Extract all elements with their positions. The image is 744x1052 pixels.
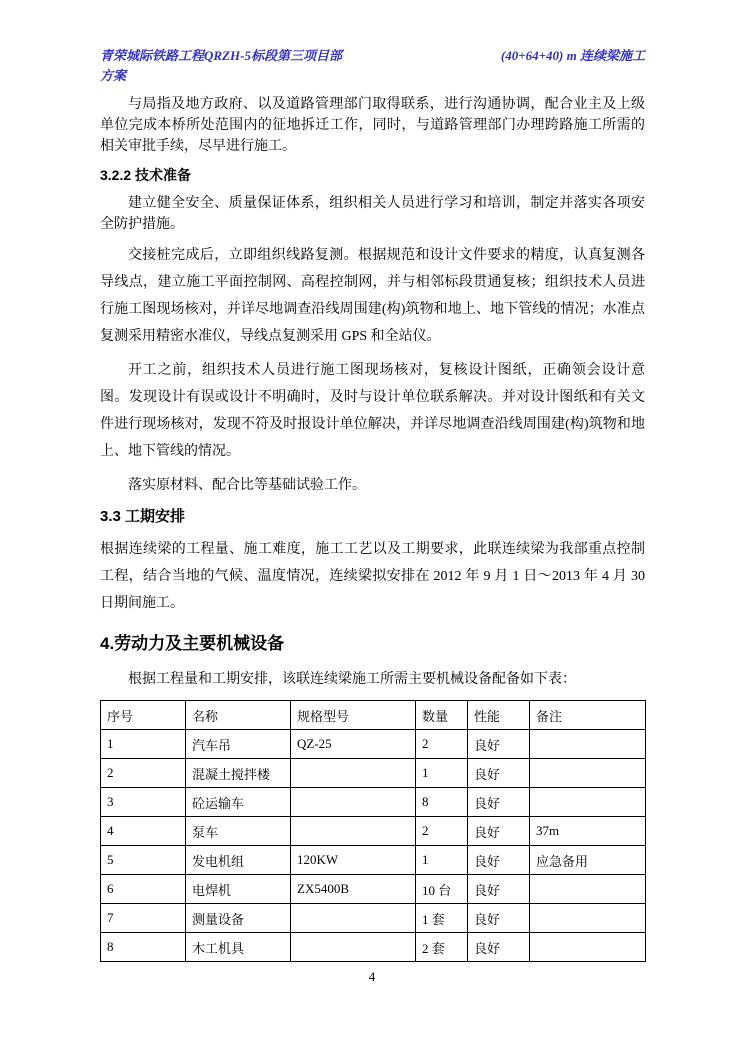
table-header-row (101, 701, 646, 730)
table-cell: 木工机具 (186, 933, 291, 962)
header-title-wrap: 方案 (100, 68, 127, 83)
table-header-spec: 规格型号 (291, 701, 416, 730)
table-cell: 2 (101, 759, 186, 788)
table-cell: 8 (416, 788, 468, 817)
table-cell: 应急备用 (530, 846, 646, 875)
table-header-remark: 备注 (530, 701, 646, 730)
table-cell: 8 (101, 933, 186, 962)
table-cell: 37m (530, 817, 646, 846)
table-cell: 1 (416, 846, 468, 875)
table-cell (530, 933, 646, 962)
heading-technical-preparation: 3.2.2 技术准备 (100, 167, 192, 183)
table-cell: 10 台 (416, 875, 468, 904)
table-cell: QZ-25 (291, 730, 416, 759)
table-header-quantity: 数量 (416, 701, 468, 730)
header-title-right: (40+64+40) m 连续梁施工 (500, 48, 645, 63)
paragraph-schedule: 根据连续梁的工程量、施工难度，施工工艺以及工期要求，此联连续梁为我部重点控制工程，结合当地的气候、温度情况，连续梁拟安排在 2012 年 9 月 1 日～2013 年 4 月 30 日期间施工。 (100, 542, 645, 611)
heading-schedule: 3.3 工期安排 (100, 508, 186, 525)
equipment-table (100, 700, 646, 962)
table-row (101, 933, 646, 962)
table-cell: 泵车 (186, 817, 291, 846)
table-cell (291, 933, 416, 962)
table-cell: 良好 (468, 904, 530, 933)
table-row (101, 904, 646, 933)
table-cell: 120KW (291, 846, 416, 875)
table-cell: 2 套 (416, 933, 468, 962)
page-number: 4 (368, 969, 376, 984)
header-title-left: 青荣城际铁路工程QRZH-5标段第三项目部 (100, 48, 342, 63)
table-cell: 良好 (468, 788, 530, 817)
table-cell (291, 759, 416, 788)
paragraph-coordination: 与局指及地方政府、以及道路管理部门取得联系，进行沟通协调，配合业主及上级单位完成本桥所处范围内的征地拆迁工作，同时，与道路管理部门办理跨路施工所需的相关审批手续，尽早进行施工。 (100, 97, 645, 154)
table-row (101, 817, 646, 846)
table-cell: 测量设备 (186, 904, 291, 933)
table-header-index: 序号 (101, 701, 186, 730)
table-cell: 砼运输车 (186, 788, 291, 817)
table-cell: 1 (416, 759, 468, 788)
table-cell: 良好 (468, 759, 530, 788)
paragraph-safety-system: 建立健全安全、质量保证体系，组织相关人员进行学习和培训，制定并落实各项安全防护措施。 (100, 196, 645, 232)
table-row (101, 759, 646, 788)
table-cell: 良好 (468, 730, 530, 759)
table-cell (530, 759, 646, 788)
paragraph-survey: 交接桩完成后，立即组织线路复测。根据规范和设计文件要求的精度，认真复测各导线点，建立施工平面控制网、高程控制网，并与相邻标段贯通复核；组织技术人员进行施工图现场核对，并详尽地调查沿线周围建(构)筑物和地上、地下管线的情况；水准点复测采用精密水准仪，导线点复测采用 GPS 和全站仪。 (100, 248, 645, 344)
table-header-condition: 性能 (468, 701, 530, 730)
table-row (101, 788, 646, 817)
paragraph-materials-test: 落实原材料、配合比等基础试验工作。 (128, 478, 366, 493)
table-cell: 良好 (468, 846, 530, 875)
table-cell (530, 730, 646, 759)
table-cell: 良好 (468, 817, 530, 846)
page-header (100, 46, 645, 86)
table-cell: 4 (101, 817, 186, 846)
table-row (101, 846, 646, 875)
table-cell: 1 (101, 730, 186, 759)
table-cell (530, 875, 646, 904)
table-cell (291, 904, 416, 933)
table-cell: 2 (416, 730, 468, 759)
table-row (101, 730, 646, 759)
table-cell: 1 套 (416, 904, 468, 933)
table-cell: 汽车吊 (186, 730, 291, 759)
table-cell (530, 788, 646, 817)
table-cell: 发电机组 (186, 846, 291, 875)
equipment-table-body (101, 730, 646, 962)
table-cell (291, 788, 416, 817)
table-cell: 混凝土搅拌楼 (186, 759, 291, 788)
table-cell (530, 904, 646, 933)
table-cell: 良好 (468, 875, 530, 904)
paragraph-design-check: 开工之前，组织技术人员进行施工图现场核对，复核设计图纸，正确领会设计意图。发现设计有误或设计不明确时，及时与设计单位联系解决。并对设计图纸和有关文件进行现场核对，发现不符及时报设计单位解决，并详尽地调查沿线周围建(构)筑物和地上、地下管线的情况。 (100, 363, 645, 459)
table-cell: 5 (101, 846, 186, 875)
heading-labor-equipment: 4.劳动力及主要机械设备 (100, 634, 285, 653)
table-cell: 7 (101, 904, 186, 933)
table-cell: 3 (101, 788, 186, 817)
table-cell: 良好 (468, 933, 530, 962)
table-cell (291, 817, 416, 846)
table-row (101, 875, 646, 904)
table-cell: ZX5400B (291, 875, 416, 904)
paragraph-equipment-intro: 根据工程量和工期安排，该联连续梁施工所需主要机械设备配备如下表： (128, 672, 576, 687)
table-cell: 6 (101, 875, 186, 904)
table-header-name: 名称 (186, 701, 291, 730)
header-line-1 (100, 46, 645, 66)
table-cell: 电焊机 (186, 875, 291, 904)
table-cell: 2 (416, 817, 468, 846)
